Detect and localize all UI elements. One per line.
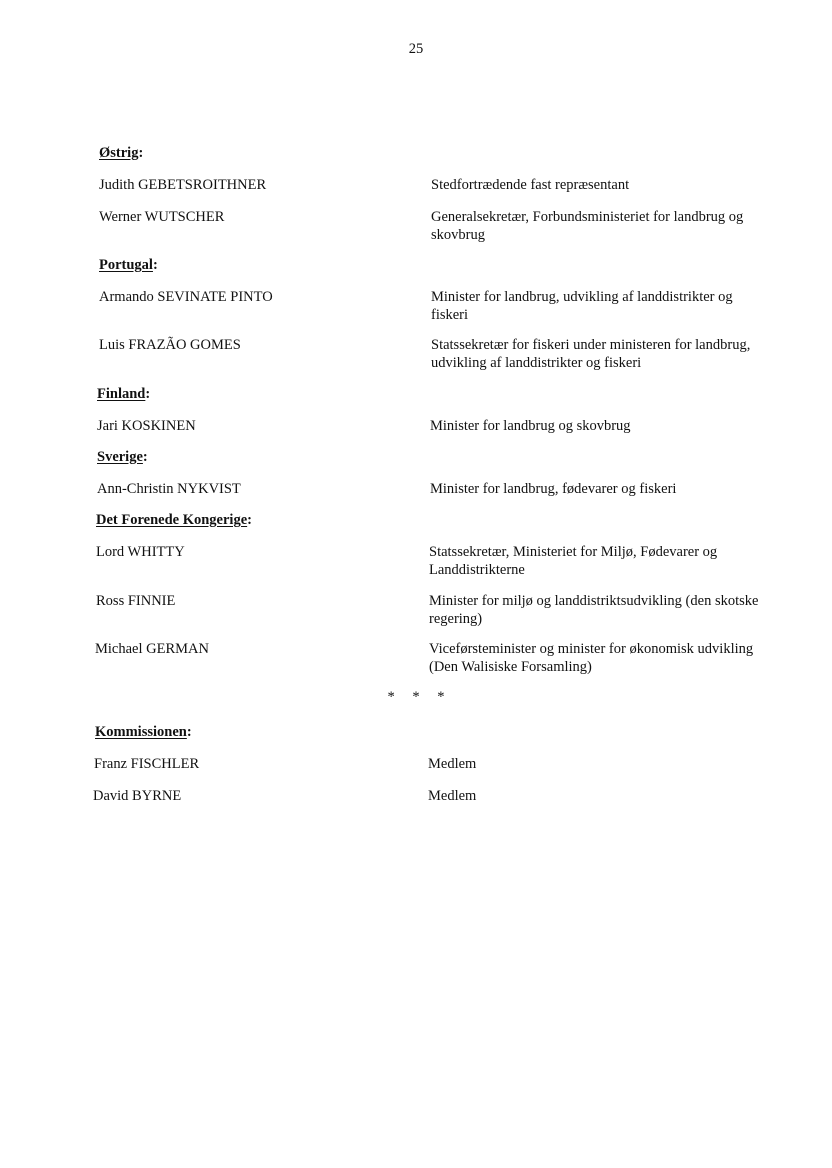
delegate-role: Statssekretær for fiskeri under ministeren for landbrug, udvikling af landdistrikter og fiskeri — [431, 337, 751, 371]
heading-austria: Østrig: — [99, 145, 144, 161]
delegate-role: Minister for miljø og landdistriktsudvikling (den skotske regering) — [429, 593, 759, 627]
heading-finland: Finland: — [97, 386, 151, 402]
delegate-name: Judith GEBETSROITHNER — [99, 177, 267, 193]
delegate-role: Statssekretær, Ministeriet for Miljø, Fødevarer og Landdistrikterne — [429, 544, 718, 578]
commission-member-role: Medlem — [428, 756, 477, 772]
heading-united-kingdom: Det Forenede Kongerige: — [96, 512, 252, 528]
section-separator: * * * — [387, 689, 445, 705]
heading-portugal: Portugal: — [99, 257, 158, 273]
heading-sweden: Sverige: — [97, 449, 148, 465]
delegate-name: Werner WUTSCHER — [99, 209, 225, 225]
delegate-name: Lord WHITTY — [96, 544, 185, 560]
delegate-role: Minister for landbrug og skovbrug — [430, 418, 631, 434]
delegate-name: Michael GERMAN — [95, 641, 209, 657]
heading-commission: Kommissionen: — [95, 724, 192, 740]
page-number: 25 — [408, 41, 424, 57]
delegate-name: Jari KOSKINEN — [97, 418, 196, 434]
delegate-role: Generalsekretær, Forbundsministeriet for landbrug og skovbrug — [431, 209, 744, 243]
delegate-role: Minister for landbrug, fødevarer og fiskeri — [430, 481, 677, 497]
commission-member-name: Franz FISCHLER — [94, 756, 200, 772]
delegate-role: Minister for landbrug, udvikling af landdistrikter og fiskeri — [431, 289, 733, 323]
delegate-role: Viceførsteminister og minister for økonomisk udvikling (Den Walisiske Forsamling) — [429, 641, 754, 675]
delegate-name: Ann-Christin NYKVIST — [97, 481, 241, 497]
commission-member-name: David BYRNE — [93, 788, 182, 804]
delegate-name: Ross FINNIE — [96, 593, 176, 609]
delegate-role: Stedfortrædende fast repræsentant — [431, 177, 630, 193]
commission-member-role: Medlem — [428, 788, 477, 804]
delegate-name: Armando SEVINATE PINTO — [99, 289, 273, 305]
delegate-name: Luis FRAZÃO GOMES — [99, 337, 241, 353]
